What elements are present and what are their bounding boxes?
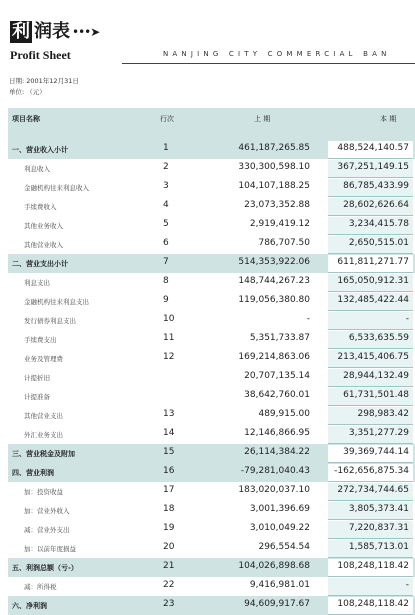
cur-cell xyxy=(328,236,413,254)
cur-cell xyxy=(328,141,413,159)
row-name: 加：营业外收入 xyxy=(24,507,70,515)
table-row xyxy=(8,254,415,273)
prev-value: 489,915.00 xyxy=(258,409,310,419)
row-number: 21 xyxy=(163,561,175,571)
table-row xyxy=(8,425,415,444)
row-number: 22 xyxy=(163,580,175,590)
cur-value: 611,811,271.77 xyxy=(337,257,409,267)
row-number: 2 xyxy=(163,162,169,172)
cur-value: 213,415,406.75 xyxy=(337,352,409,362)
row-name: 金融机构往来利息支出 xyxy=(24,298,89,306)
row-number: 1 xyxy=(163,143,169,153)
cur-cell xyxy=(328,597,413,615)
table-row xyxy=(8,140,415,159)
table-row xyxy=(8,216,415,235)
arrow-icon: •••➤ xyxy=(72,25,100,39)
table-row xyxy=(8,577,415,596)
cur-cell xyxy=(328,312,413,330)
table-row xyxy=(8,463,415,482)
cur-value: 367,251,149.15 xyxy=(337,162,409,172)
prev-value: 38,642,760.01 xyxy=(244,390,310,400)
row-number: 7 xyxy=(163,257,169,267)
table-row xyxy=(8,368,415,387)
row-name: 减：所得税 xyxy=(24,583,57,591)
cur-value: 108,248,118.42 xyxy=(337,599,409,609)
row-number: 18 xyxy=(163,504,175,514)
prev-value: 514,353,922.06 xyxy=(238,257,310,267)
header-prev: 上 期 xyxy=(254,115,271,123)
row-name: 三、营业税金及附加 xyxy=(12,450,75,458)
row-number: 8 xyxy=(163,276,169,286)
table-row xyxy=(8,406,415,425)
row-name: 其他营业支出 xyxy=(24,412,63,420)
report-subtitle: Profit Sheet xyxy=(10,48,71,62)
header-divider xyxy=(122,63,415,64)
cur-cell xyxy=(328,388,413,406)
row-number: 13 xyxy=(163,409,175,419)
table-row xyxy=(8,501,415,520)
row-number: 19 xyxy=(163,523,175,533)
row-name: 六、净利润 xyxy=(12,602,47,610)
row-number: 5 xyxy=(163,219,169,229)
prev-value: 330,300,598.10 xyxy=(238,162,310,172)
row-name: 减：营业外支出 xyxy=(24,526,70,534)
row-name: 计提折旧 xyxy=(24,374,50,382)
cur-value: 39,369,744.14 xyxy=(343,447,409,457)
cur-value: 3,234,415.78 xyxy=(348,219,409,229)
row-number: 6 xyxy=(163,238,169,248)
table-row xyxy=(8,558,415,577)
row-name: 业务及管理费 xyxy=(24,355,63,363)
cur-value: - xyxy=(405,580,409,590)
prev-value: 3,001,396.69 xyxy=(249,504,310,514)
cur-cell xyxy=(328,483,413,501)
row-number: 14 xyxy=(163,428,175,438)
row-name: 金融机构往来利息收入 xyxy=(24,184,89,192)
cur-cell xyxy=(328,160,413,178)
row-number: 12 xyxy=(163,352,175,362)
prev-value: 119,056,380.80 xyxy=(238,295,310,305)
row-name: 二、营业支出小计 xyxy=(12,260,68,268)
cur-value: 61,731,501.48 xyxy=(343,390,409,400)
cur-value: 1,585,713.01 xyxy=(348,542,409,552)
cur-cell xyxy=(328,540,413,558)
table-row xyxy=(8,330,415,349)
cur-cell xyxy=(328,331,413,349)
cur-cell xyxy=(328,426,413,444)
prev-value: 23,073,352.88 xyxy=(244,200,310,210)
cur-cell xyxy=(328,350,413,368)
cur-value: 3,351,277.29 xyxy=(348,428,409,438)
cur-value: 108,248,118.42 xyxy=(337,561,409,571)
row-name: 其他业务收入 xyxy=(24,222,63,230)
prev-value: 461,187,265.85 xyxy=(238,143,310,153)
prev-value: 3,010,049.22 xyxy=(249,523,310,533)
prev-value: 2,919,419.12 xyxy=(249,219,310,229)
cur-value: 272,734,744.65 xyxy=(337,485,409,495)
row-name: 手续费支出 xyxy=(24,336,57,344)
cur-cell xyxy=(328,445,413,463)
cur-cell xyxy=(328,217,413,235)
table-row xyxy=(8,159,415,178)
prev-value: - xyxy=(306,314,310,324)
cur-value: 488,524,140.57 xyxy=(337,143,409,153)
cur-cell xyxy=(328,293,413,311)
table-row xyxy=(8,273,415,292)
row-name: 利息支出 xyxy=(24,279,50,287)
row-number: 10 xyxy=(163,314,175,324)
prev-value: 183,020,037.10 xyxy=(238,485,310,495)
table-row xyxy=(8,444,415,463)
table-row xyxy=(8,539,415,558)
cur-cell xyxy=(328,502,413,520)
table-body xyxy=(8,140,415,615)
header-cur: 本 期 xyxy=(380,115,397,123)
row-name: 加：投资收益 xyxy=(24,488,63,496)
prev-value: 104,026,898.68 xyxy=(238,561,310,571)
row-name: 四、营业利润 xyxy=(12,469,54,477)
cur-value: 86,785,433.99 xyxy=(343,181,409,191)
cur-cell xyxy=(328,255,413,273)
header-row-no: 行次 xyxy=(160,115,174,123)
cur-cell xyxy=(328,198,413,216)
table-row xyxy=(8,482,415,501)
row-number: 9 xyxy=(163,295,169,305)
cur-value: 28,944,132.49 xyxy=(343,371,409,381)
report-title xyxy=(10,20,99,44)
report-unit: 单位: （元） xyxy=(9,88,46,96)
header-item: 项目名称 xyxy=(12,115,40,123)
cur-cell xyxy=(328,464,413,482)
title-rest: 润表 xyxy=(34,21,70,42)
cur-cell xyxy=(328,521,413,539)
row-name: 利息收入 xyxy=(24,165,50,173)
table-row xyxy=(8,387,415,406)
prev-value: 169,214,863.06 xyxy=(238,352,310,362)
prev-value: -79,281,040.43 xyxy=(240,466,310,476)
cur-cell xyxy=(328,274,413,292)
table-row xyxy=(8,178,415,197)
row-number: 20 xyxy=(163,542,175,552)
prev-value: 94,609,917.67 xyxy=(244,599,310,609)
title-first-char: 利 xyxy=(12,21,30,42)
cur-cell xyxy=(328,407,413,425)
prev-value: 5,351,733.87 xyxy=(249,333,310,343)
row-number: 4 xyxy=(163,200,169,210)
cur-cell xyxy=(328,559,413,577)
report-date: 日期: 2001年12月31日 xyxy=(9,77,79,85)
row-number: 11 xyxy=(163,333,175,343)
cur-value: 6,533,635.59 xyxy=(348,333,409,343)
row-name: 五、利润总额（亏-） xyxy=(12,564,78,572)
row-number: 3 xyxy=(163,181,169,191)
cur-value: 2,650,515.01 xyxy=(348,238,409,248)
table-row xyxy=(8,520,415,539)
table-row xyxy=(8,197,415,216)
table-row xyxy=(8,349,415,368)
prev-value: 9,416,981.01 xyxy=(249,580,310,590)
cur-value: 132,485,422.44 xyxy=(337,295,409,305)
row-number: 23 xyxy=(163,599,175,609)
profit-table xyxy=(8,108,415,615)
bank-name: NANJING CITY COMMERCIAL BAN xyxy=(163,50,391,58)
cur-value: - xyxy=(405,314,409,324)
row-name: 一、营业收入小计 xyxy=(12,146,68,154)
prev-value: 20,707,135.14 xyxy=(244,371,310,381)
cur-cell xyxy=(328,179,413,197)
table-row xyxy=(8,292,415,311)
prev-value: 148,744,267.23 xyxy=(238,276,310,286)
row-name: 发行债券利息支出 xyxy=(24,317,76,325)
cur-value: 7,220,837.31 xyxy=(348,523,409,533)
row-name: 外汇业务支出 xyxy=(24,431,63,439)
prev-value: 26,114,384.22 xyxy=(244,447,310,457)
cur-value: -162,656,875.34 xyxy=(334,466,409,476)
table-row xyxy=(8,235,415,254)
prev-value: 12,146,866.95 xyxy=(244,428,310,438)
table-header xyxy=(8,108,415,128)
prev-value: 786,707.50 xyxy=(258,238,310,248)
cur-cell xyxy=(328,369,413,387)
row-number: 15 xyxy=(163,447,175,457)
row-number: 17 xyxy=(163,485,175,495)
row-name: 其他营业收入 xyxy=(24,241,63,249)
table-row xyxy=(8,311,415,330)
report-header xyxy=(0,0,415,100)
row-name: 加：以前年度损益 xyxy=(24,545,76,553)
prev-value: 296,554.54 xyxy=(258,542,310,552)
prev-value: 104,107,188.25 xyxy=(238,181,310,191)
cur-value: 28,602,626.64 xyxy=(343,200,409,210)
cur-cell xyxy=(328,578,413,596)
row-number: 16 xyxy=(163,466,175,476)
row-name: 计提准备 xyxy=(24,393,50,401)
row-name: 手续费收入 xyxy=(24,203,57,211)
header-gap xyxy=(8,128,415,140)
cur-value: 3,805,373.41 xyxy=(348,504,409,514)
cur-value: 298,983.42 xyxy=(357,409,409,419)
cur-value: 165,050,912.31 xyxy=(337,276,409,286)
